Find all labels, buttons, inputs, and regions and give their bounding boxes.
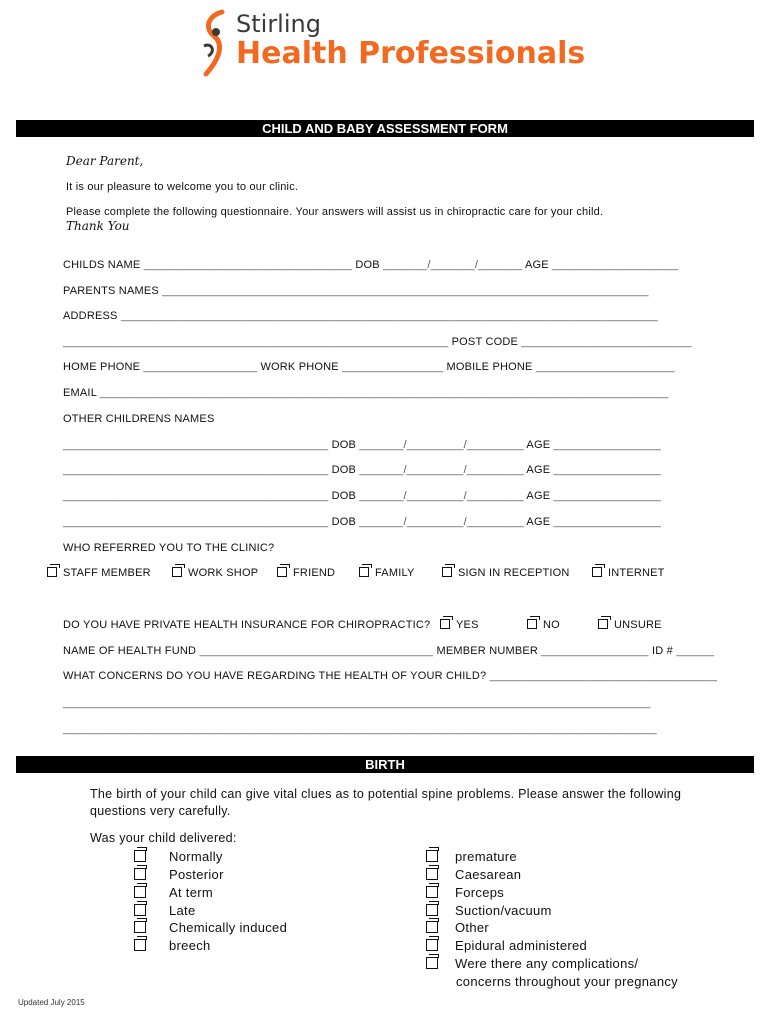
referral-option-label: STAFF MEMBER [63, 567, 151, 579]
checkbox-icon [426, 868, 438, 880]
member-number-input[interactable]: _________________ [541, 645, 652, 657]
member-number-label: MEMBER NUMBER [436, 645, 539, 657]
other-child-row [63, 516, 661, 528]
id-input[interactable]: ______ [676, 645, 715, 657]
other-child-dob-input[interactable]: _______/_________/_________ [359, 464, 527, 476]
parents-names-input[interactable]: _____________________________________________________________________________ [162, 285, 649, 297]
welcome-text: It is our pleasure to welcome you to our clinic. [66, 181, 299, 193]
other-child-age-input[interactable]: _________________ [553, 439, 661, 451]
other-child-dob-label: DOB [331, 464, 357, 476]
birth-option-label: Posterior [169, 867, 224, 882]
checkbox-icon [426, 939, 438, 951]
mobile-phone-input[interactable]: ______________________ [535, 361, 675, 373]
birth-option-label: Late [169, 903, 196, 918]
checkbox-icon [442, 567, 452, 577]
address-label: ADDRESS [63, 310, 118, 322]
referral-option-label: FAMILY [375, 567, 415, 579]
birth-option-label: Chemically induced [169, 920, 288, 935]
address-line2-input[interactable]: _____________________________________________________________ [63, 336, 452, 348]
childs-age-label: AGE [524, 259, 549, 271]
referral-option-internet[interactable] [592, 567, 665, 579]
other-child-row [63, 490, 661, 502]
address-input[interactable]: _____________________________________________________________________________________ [120, 310, 658, 322]
other-child-age-label: AGE [526, 439, 551, 451]
checkbox-icon [134, 921, 146, 933]
other-children-label: OTHER CHILDRENS NAMES [63, 413, 215, 425]
logo-name-main: Health Professionals [236, 36, 586, 71]
health-fund-row [63, 645, 714, 657]
childs-name-row [63, 259, 678, 271]
checkbox-icon [426, 886, 438, 898]
logo [198, 6, 588, 78]
checkbox-icon [426, 957, 438, 969]
checkbox-icon [440, 619, 450, 629]
birth-option-forceps[interactable] [426, 885, 504, 900]
other-child-age-input[interactable]: _________________ [553, 516, 661, 528]
insurance-option-no[interactable] [527, 619, 560, 631]
checkbox-icon [172, 567, 182, 577]
post-code-row [63, 336, 692, 348]
birth-option-label: breech [169, 938, 211, 953]
insurance-option-unsure[interactable] [598, 619, 662, 631]
form-title: CHILD AND BABY ASSESSMENT FORM [262, 121, 508, 136]
birth-option-label: Suction/vacuum [455, 903, 552, 918]
checkbox-icon [592, 567, 602, 577]
childs-name-label: CHILDS NAME [63, 259, 141, 271]
other-child-dob-input[interactable]: _______/_________/_________ [359, 490, 527, 502]
birth-option-suction[interactable] [426, 903, 552, 918]
form-title-bar [16, 120, 754, 137]
insurance-option-label: YES [456, 619, 479, 631]
birth-option-label: premature [455, 849, 517, 864]
id-label: ID # [652, 645, 673, 657]
other-child-dob-label: DOB [331, 516, 357, 528]
other-child-age-label: AGE [526, 464, 551, 476]
checkbox-icon [47, 567, 57, 577]
birth-option-normally[interactable] [134, 849, 223, 864]
birth-option-epidural[interactable] [426, 938, 587, 953]
other-child-age-input[interactable]: _________________ [553, 464, 661, 476]
referral-option-label: FRIEND [293, 567, 336, 579]
checkbox-icon [134, 939, 146, 951]
other-child-row [63, 464, 661, 476]
work-phone-input[interactable]: ________________ [342, 361, 447, 373]
phone-row [63, 361, 675, 373]
checkbox-icon [426, 921, 438, 933]
checkbox-icon [359, 567, 369, 577]
referral-option-staff[interactable] [47, 567, 151, 579]
checkbox-icon [598, 619, 608, 629]
concerns-input-line[interactable]: _____________________________________________________________________________________________ [63, 697, 651, 709]
concerns-row [63, 670, 717, 682]
insurance-option-label: UNSURE [614, 619, 662, 631]
birth-option-late[interactable] [134, 903, 196, 918]
other-child-dob-input[interactable]: _______/_________/_________ [359, 516, 527, 528]
childs-dob-input[interactable]: _______/_______/_______ [383, 259, 525, 271]
referral-option-label: SIGN IN RECEPTION [458, 567, 570, 579]
childs-name-input[interactable]: _________________________________ [143, 259, 356, 271]
birth-intro: The birth of your child can give vital clues as to potential spine problems. Please answer the following questions very carefully. [90, 787, 682, 818]
post-code-label: POST CODE [451, 336, 519, 348]
birth-option-label: At term [169, 885, 213, 900]
parents-names-label: PARENTS NAMES [63, 285, 159, 297]
insurance-option-label: NO [543, 619, 560, 631]
checkbox-icon [134, 904, 146, 916]
health-fund-label: NAME OF HEALTH FUND [63, 645, 197, 657]
insurance-question: DO YOU HAVE PRIVATE HEALTH INSURANCE FOR CHIROPRACTIC? [63, 619, 431, 631]
insurance-option-yes[interactable] [440, 619, 479, 631]
birth-option-chemically-induced[interactable] [134, 920, 287, 935]
footer-updated: Updated July 2015 [18, 998, 85, 1007]
referral-option-workshop[interactable] [172, 567, 258, 579]
other-child-name-input[interactable]: __________________________________________ [63, 490, 332, 502]
email-label: EMAIL [63, 387, 97, 399]
concerns-input[interactable]: ____________________________________ [489, 670, 718, 682]
thank-you: Thank You [66, 219, 130, 233]
birth-option-at-term[interactable] [134, 885, 213, 900]
address-row [63, 310, 658, 322]
work-phone-label: WORK PHONE [260, 361, 339, 373]
other-child-age-label: AGE [526, 516, 551, 528]
concerns-label: WHAT CONCERNS DO YOU HAVE REGARDING THE HEALTH OF YOUR CHILD? [63, 670, 487, 682]
birth-option-breech[interactable] [134, 938, 211, 953]
birth-title: BIRTH [365, 757, 405, 772]
referral-option-label: WORK SHOP [188, 567, 259, 579]
email-row [63, 387, 668, 399]
other-child-dob-label: DOB [331, 439, 357, 451]
birth-option-complications[interactable] [426, 956, 638, 971]
greeting: Dear Parent, [66, 154, 144, 168]
other-child-age-label: AGE [526, 490, 551, 502]
home-phone-label: HOME PHONE [63, 361, 141, 373]
birth-option-other[interactable] [426, 920, 489, 935]
childs-dob-label: DOB [355, 259, 380, 271]
logo-swirl-icon [198, 8, 232, 78]
other-child-name-input[interactable]: __________________________________________ [63, 516, 332, 528]
other-child-row [63, 439, 661, 451]
parents-names-row [63, 285, 649, 297]
birth-option-label: Caesarean [455, 867, 522, 882]
birth-option-label: Epidural administered [455, 938, 588, 953]
health-fund-input[interactable]: _____________________________________ [199, 645, 437, 657]
birth-option-posterior[interactable] [134, 867, 224, 882]
checkbox-icon [527, 619, 537, 629]
home-phone-input[interactable]: __________________ [143, 361, 261, 373]
checkbox-icon [134, 886, 146, 898]
post-code-input[interactable]: ___________________________ [521, 336, 692, 348]
other-child-dob-input[interactable]: _______/_________/_________ [359, 439, 527, 451]
checkbox-icon [426, 904, 438, 916]
birth-title-bar [16, 756, 754, 773]
instructions-text: Please complete the following questionnaire. Your answers will assist us in chiropractic care for your child. [66, 206, 604, 218]
birth-option-complications-cont: concerns throughout your pregnancy [456, 974, 678, 989]
concerns-input-line[interactable]: ______________________________________________________________________________________________ [63, 723, 657, 735]
referral-option-label: INTERNET [608, 567, 665, 579]
mobile-phone-label: MOBILE PHONE [446, 361, 533, 373]
birth-option-label: Other [455, 920, 490, 935]
referral-option-sign-in[interactable] [442, 567, 570, 579]
birth-option-premature[interactable] [426, 849, 517, 864]
referral-option-family[interactable] [359, 567, 415, 579]
checkbox-icon [426, 850, 438, 862]
checkbox-icon [134, 868, 146, 880]
referral-option-friend[interactable] [277, 567, 335, 579]
other-child-name-input[interactable]: __________________________________________ [63, 464, 332, 476]
referred-question: WHO REFERRED YOU TO THE CLINIC? [63, 542, 275, 554]
other-child-name-input[interactable]: __________________________________________ [63, 439, 332, 451]
email-input[interactable]: __________________________________________________________________________________________ [99, 387, 669, 399]
checkbox-icon [134, 850, 146, 862]
birth-question: Was your child delivered: [90, 831, 237, 845]
birth-option-label: Normally [169, 849, 223, 864]
other-child-dob-label: DOB [331, 490, 357, 502]
checkbox-icon [277, 567, 287, 577]
birth-option-label: Were there any complications/ [455, 956, 639, 971]
other-child-age-input[interactable]: _________________ [553, 490, 661, 502]
birth-option-label: Forceps [455, 885, 505, 900]
birth-option-caesarean[interactable] [426, 867, 521, 882]
logo-name-top: Stirling [236, 10, 321, 38]
childs-age-input[interactable]: ____________________ [552, 259, 679, 271]
